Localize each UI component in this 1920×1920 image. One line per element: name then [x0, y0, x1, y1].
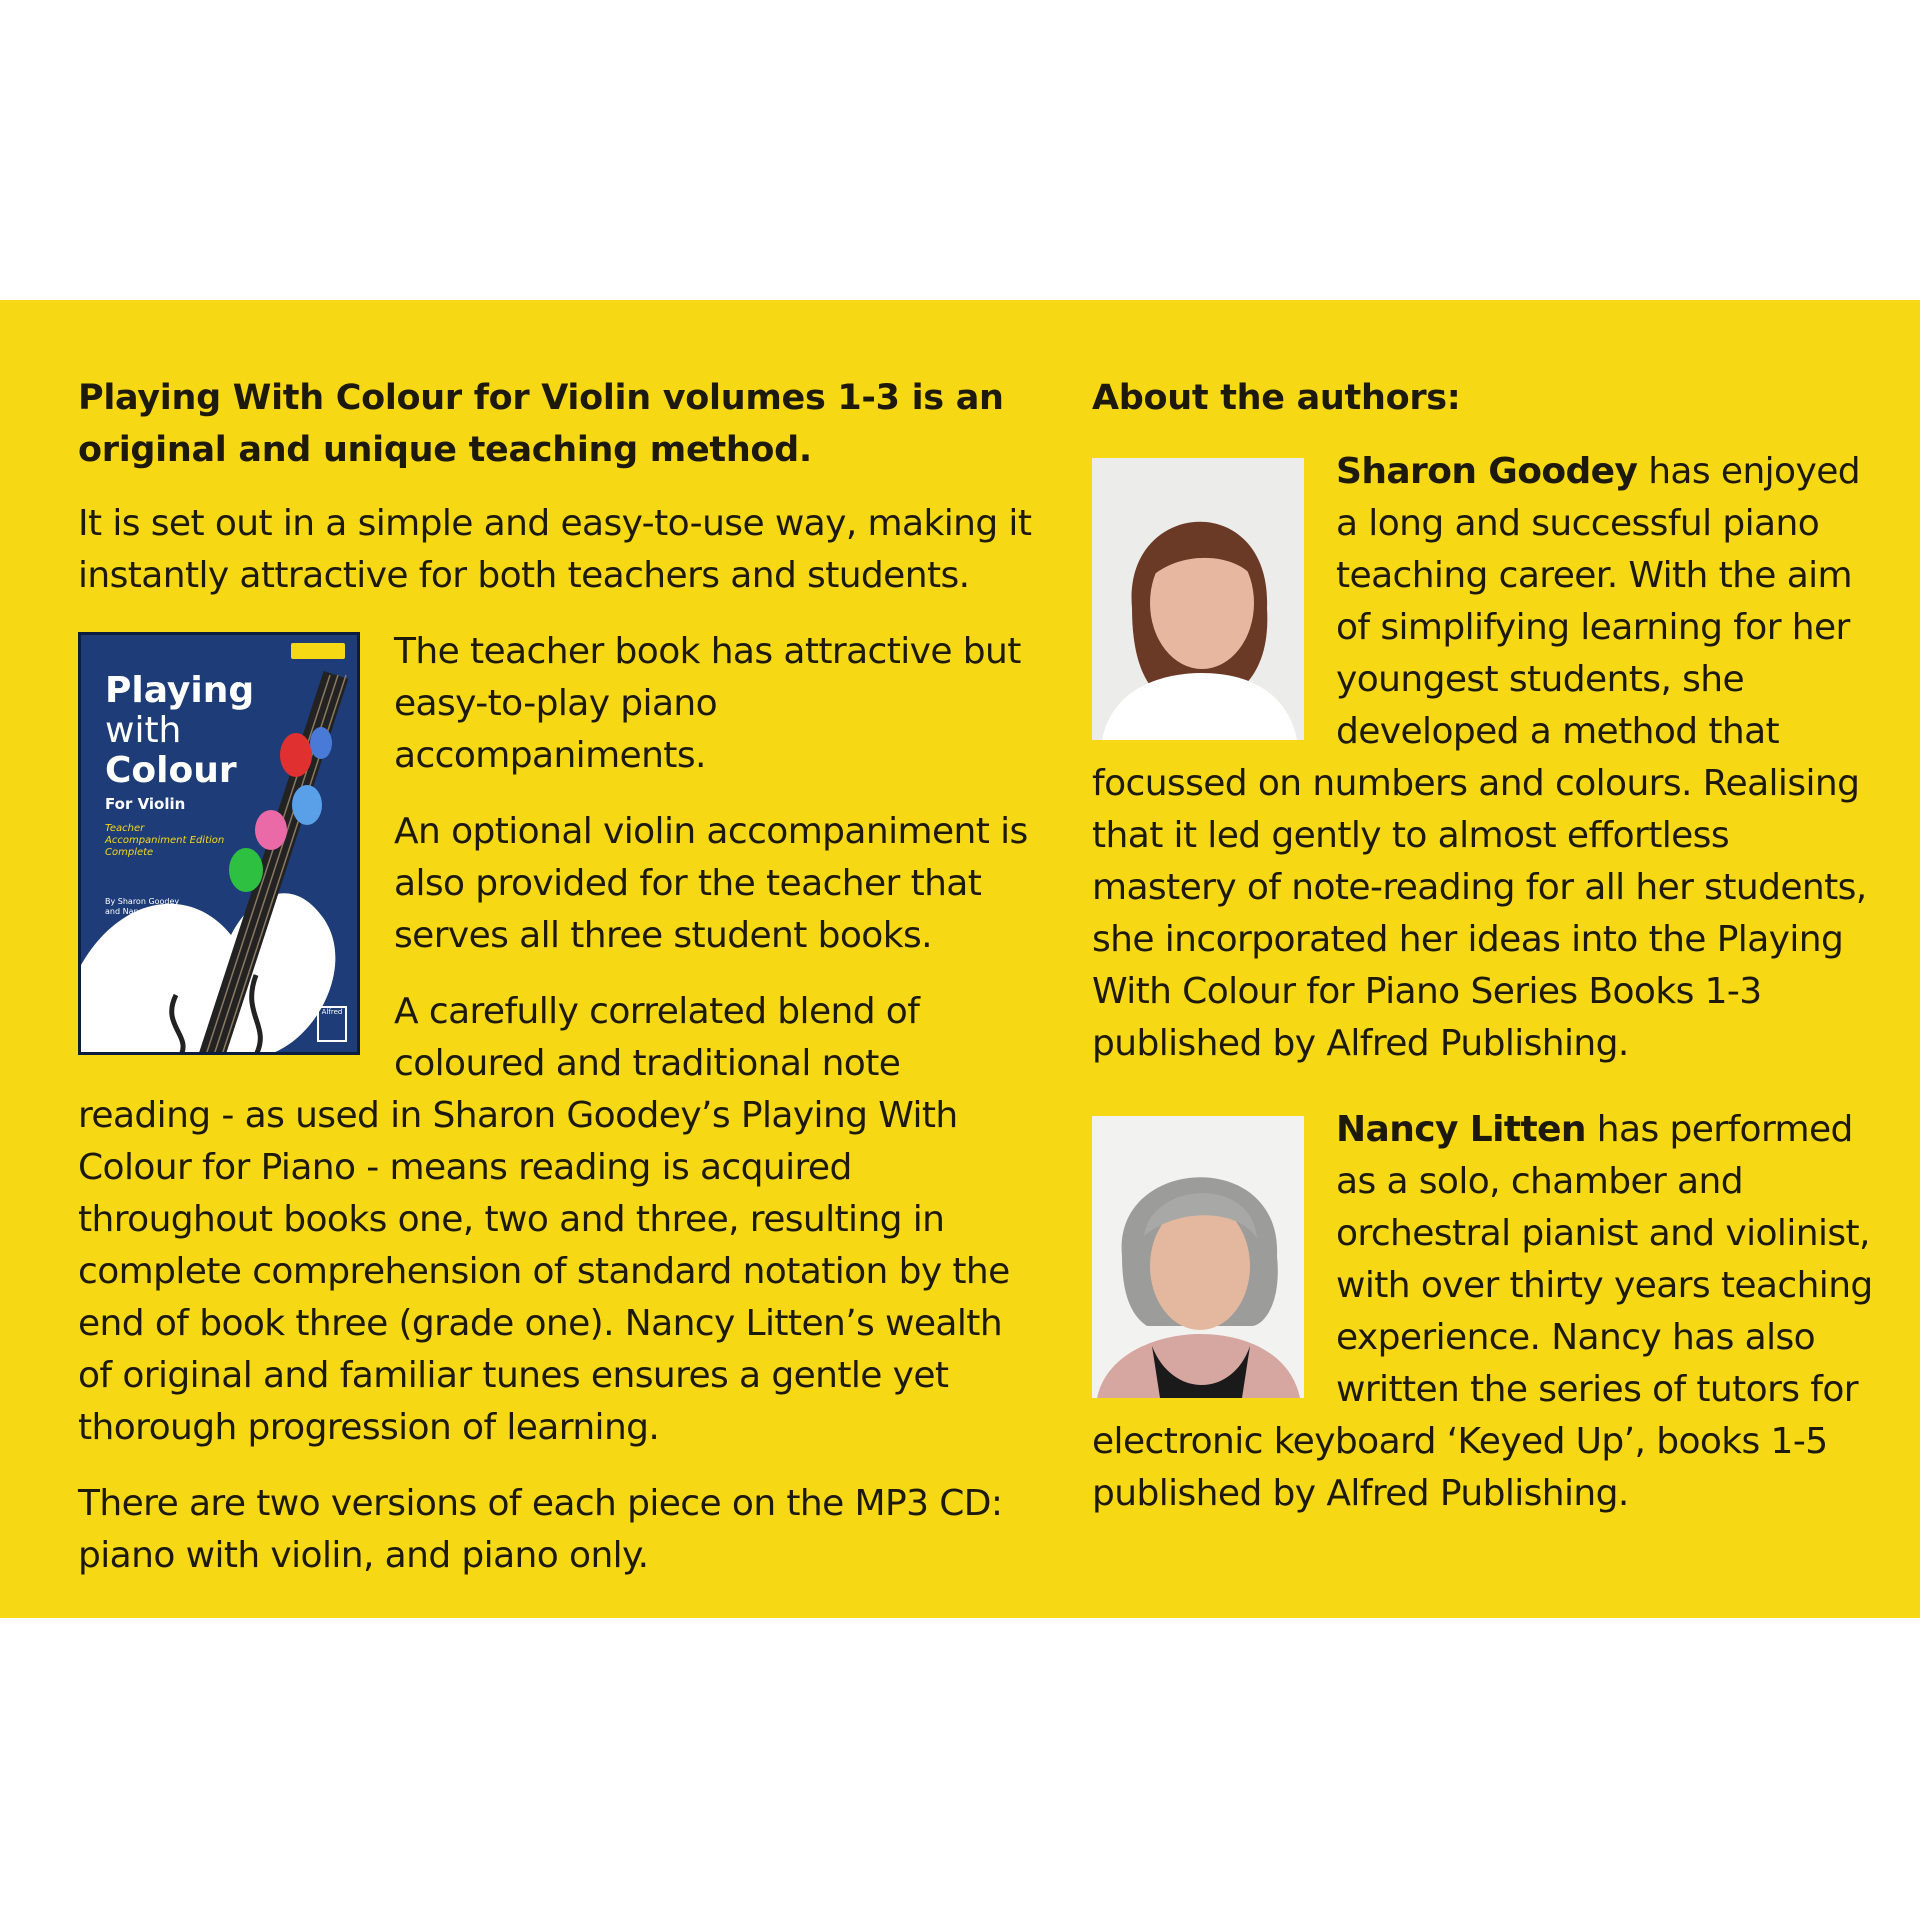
method-heading: Playing With Colour for Violin volumes 1-3 is an original and unique teaching method.	[78, 378, 1004, 470]
sharon-bio-block	[1092, 446, 1882, 1070]
paragraph-note-reading: A carefully correlated blend of coloured and traditional note reading - as used in Sharon Goodey’s Playing With Colour for Piano - means reading is acquired throughout books one, two and three, resulting in complete comprehension of standard notation by the end of book three (grade one). Nancy Litten’s wealth of original and familiar tunes ensures a gentle yet thorough progression of learning.	[78, 991, 1010, 1448]
intro-paragraph: It is set out in a simple and easy-to-use way, making it instantly attractive for both teachers and students.	[78, 503, 1032, 596]
book-cover	[78, 632, 360, 1055]
nancy-name: Nancy Litten	[1336, 1109, 1586, 1150]
paragraph-violin-accompaniment: An optional violin accompaniment is also provided for the teacher that serves all three student books.	[394, 811, 1028, 956]
book-subtitle: For Violin	[105, 795, 186, 813]
authors-heading: About the authors:	[1092, 378, 1461, 418]
lightblue-note-icon	[292, 785, 322, 825]
red-note-icon	[280, 733, 312, 777]
green-note-icon	[229, 848, 263, 892]
paragraph-mp3-cd: There are two versions of each piece on the MP3 CD: piano with violin, and piano only.	[78, 1483, 1003, 1576]
teacher-edition-tag	[291, 643, 345, 659]
sharon-photo	[1092, 458, 1304, 740]
nancy-bio: Nancy Litten has performed as a solo, chamber and orchestral pianist and violinist, with over thirty years teaching experience. Nancy has also written the series of tutors for electronic keyboard ‘Keyed Up’, books 1-5 published by Alfred Publishing.	[1092, 1109, 1873, 1514]
book-authors: By Sharon Goodey and Nancy Litten	[105, 897, 180, 916]
left-column	[78, 372, 1038, 1606]
paragraph-teacher-book: The teacher book has attractive but easy-to-play piano accompaniments.	[394, 631, 1021, 776]
sharon-bio: Sharon Goodey has enjoyed a long and successful piano teaching career. With the aim of simplifying learning for her youngest students, she developed a method that focussed on numbers and colours. Realising that it led gently to almost effortless mastery of note-reading for all her students, she incorporated her ideas into the Playing With Colour for Piano Series Books 1-3 published by Alfred Publishing.	[1092, 451, 1867, 1064]
pink-note-icon	[255, 810, 287, 850]
leaflet-card	[0, 300, 1920, 1618]
nancy-bio-block	[1092, 1104, 1882, 1520]
alfred-logo-icon: Alfred	[317, 1006, 347, 1042]
sharon-name: Sharon Goodey	[1336, 451, 1638, 492]
book-edition: Teacher Accompaniment Edition Complete	[105, 823, 225, 858]
blue-note-icon	[310, 727, 332, 759]
book-title: Playing with Colour	[105, 670, 255, 791]
nancy-photo	[1092, 1116, 1304, 1398]
right-column	[1092, 372, 1882, 1520]
